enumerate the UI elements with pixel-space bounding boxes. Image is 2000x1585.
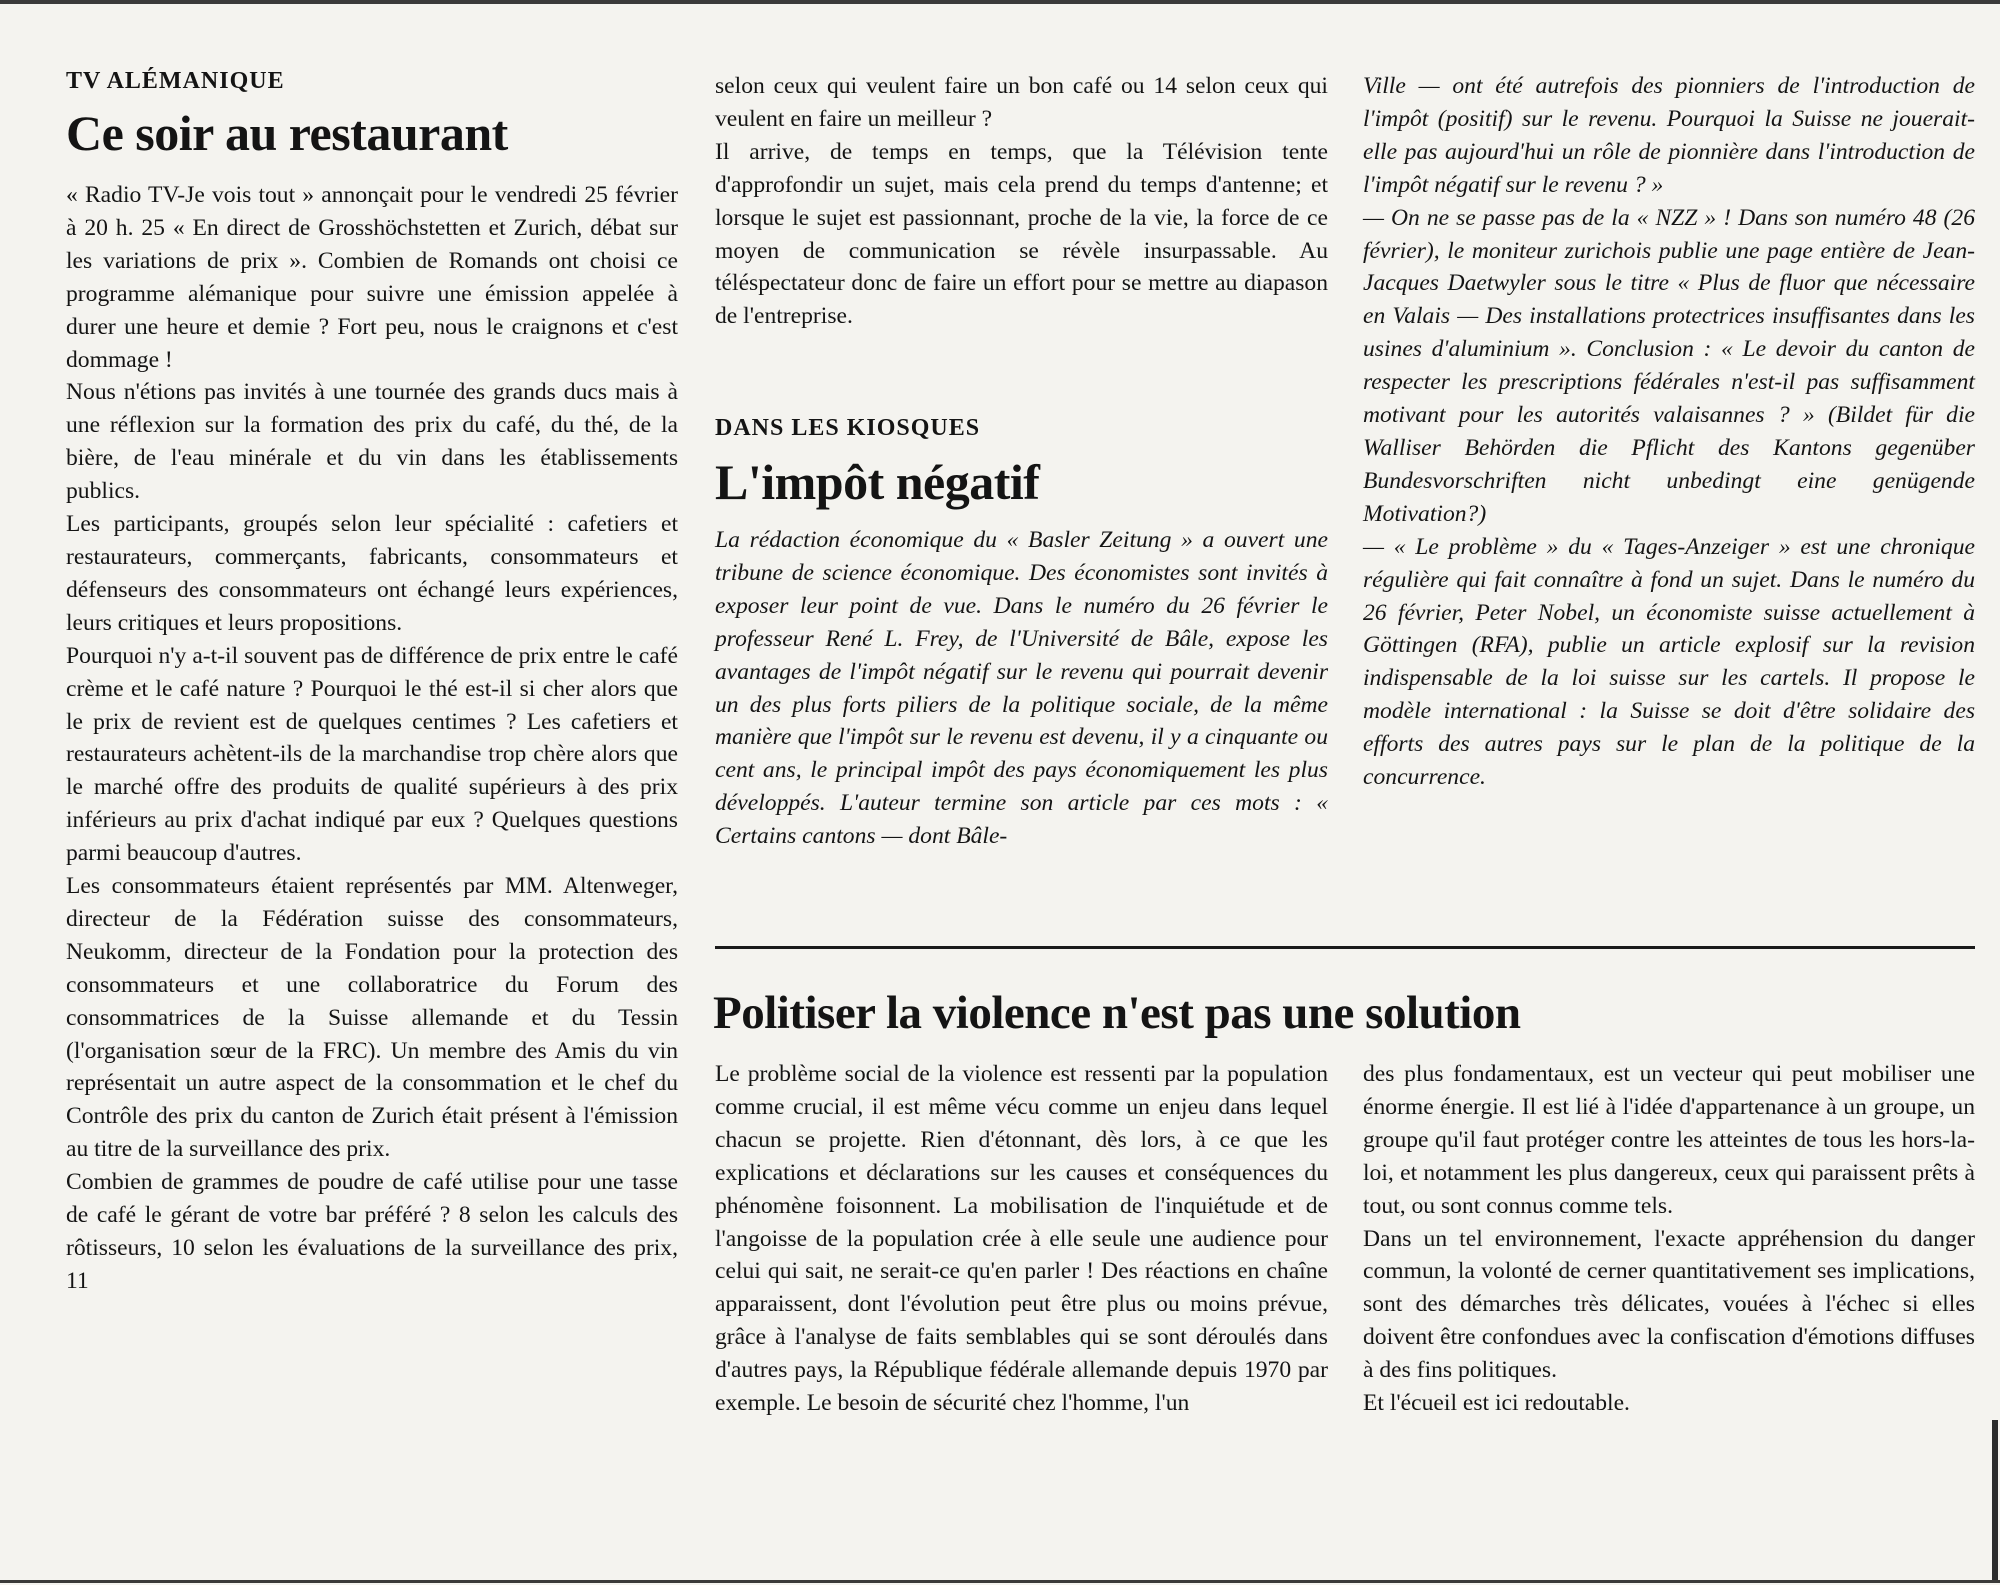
paragraph: Il arrive, de temps en temps, que la Télévision tente d'approfondir un sujet, mais cela prend du temps d'antenne; et lorsque le sujet est passionnant, proche de la vie, la force de ce moyen de communication se révèle insurpassable. Au téléspectateur donc de faire un effort pour se mettre au diapason de l'entreprise. — [715, 138, 1328, 330]
article-title: Politiser la violence n'est pas une solution — [713, 987, 1521, 1039]
paragraph: Nous n'étions pas invités à une tournée des grands ducs mais à une réflexion sur la formation des prix du café, du thé, de la bière, de l'eau minérale et du vin dans les établissements publics. — [66, 379, 678, 505]
paragraph: Le problème social de la violence est ressenti par la population comme crucial, il est même vécu comme un enjeu dans lequel chacun se projette. Rien d'étonnant, dès lors, à ce que les explications et déclarations sur les causes et conséquences du phénomène foisonnent. La mobilisation de l'inquiétude et de l'angoisse de la population crée à elle seule une audience pour celui qui sait, ne serait-ce qu'en parler ! Des réactions en chaîne apparaissent, dont l'évolution peut être plus ou moins prévue, grâce à l'analyse de faits semblables qui se sont déroulés dans d'autres pays, la République fédérale allemande depuis 1970 par exemple. Le besoin de sécurité chez l'homme, l'un — [715, 1061, 1328, 1417]
paragraph: des plus fondamentaux, est un vecteur qui peut mobiliser une énorme énergie. Il est lié à l'idée d'appartenance à un groupe, un groupe qu'il faut protéger contre les atteintes de tous les hors-la-loi, et notamment les plus dangereux, ceux qui paraissent prêts à tout, ou sont connus comme tels. — [1363, 1061, 1975, 1219]
paragraph: « Radio TV-Je vois tout » annonçait pour le vendredi 25 février à 20 h. 25 « En direct de Grosshöchstetten et Zurich, débat sur les variations de prix ». Combien de Romands ont choisi ce programme alémanique pour suivre une émission appelée à durer une heure et demie ? Fort peu, nous le craignons et c'est dommage ! — [66, 182, 678, 373]
paragraph: Les consommateurs étaient représentés par MM. Altenweger, directeur de la Fédération suisse des consommateurs, Neukomm, directeur de la Fondation pour la protection des consommateurs et une collaboratrice du Forum des consommatrices de la Suisse allemande et du Tessin (l'organisation sœur de la FRC). Un membre des Amis du vin représentait un autre aspect de la consommation et le chef du Contrôle des prix du canton de Zurich était présent à l'émission au titre de la surveillance des prix. — [66, 873, 678, 1163]
paragraph: — « Le problème » du « Tages-Anzeiger » est une chronique régulière qui fait connaître à fond un sujet. Dans le numéro du 26 février, Peter Nobel, un économiste suisse actuellement à Göttingen (RFA), publie un article explosif sur la revision indispensable de la loi suisse sur les cartels. Il propose le modèle international : la Suisse se doit d'être solidaire des efforts des autres pays sur le plan de la politique de la concurrence. — [1363, 533, 1975, 791]
article-impot-column-3 — [1363, 70, 1975, 794]
article-kicker: DANS LES KIOSQUES — [715, 415, 981, 441]
section-divider — [715, 946, 1975, 949]
article-body-continued — [1363, 70, 1975, 794]
article-violence-column-3 — [1363, 1058, 1975, 1420]
article-restaurant-column-2 — [715, 70, 1328, 333]
article-body-continued — [715, 70, 1328, 333]
paragraph: Dans un tel environnement, l'exacte appréhension du danger commun, la volonté de cerner quantitativement ses implications, sont des démarches très délicates, vouées à l'échec si elles doivent être confondues avec la confiscation d'émotions diffuses à des fins politiques. — [1363, 1225, 1975, 1384]
article-restaurant-column-1 — [66, 68, 678, 1298]
article-violence-header — [713, 985, 1975, 1041]
article-body — [715, 524, 1328, 853]
paragraph: Et l'écueil est ici redoutable. — [1363, 1390, 1630, 1417]
article-title: L'impôt négatif — [715, 454, 1040, 510]
top-border — [0, 0, 2000, 4]
article-impot-column-2 — [715, 415, 1328, 853]
article-violence-column-2 — [715, 1058, 1328, 1420]
article-body — [715, 1058, 1328, 1420]
paragraph: Ville — ont été autrefois des pionniers de l'introduction de l'impôt (positif) sur le revenu. Pourquoi la Suisse ne jouerait-elle pas aujourd'hui un rôle de pionnière dans l'introduction de l'impôt négatif sur le revenu ? » — [1363, 73, 1975, 198]
article-body-continued — [1363, 1058, 1975, 1420]
bottom-border — [0, 1580, 2000, 1583]
paragraph: selon ceux qui veulent faire un bon café ou 14 selon ceux qui veulent en faire un meilleur ? — [715, 73, 1328, 132]
article-kicker: TV ALÉMANIQUE — [66, 68, 285, 94]
paragraph: — On ne se passe pas de la « NZZ » ! Dans son numéro 48 (26 février), le moniteur zurichois publie une page entière de Jean-Jacques Daetwyler sous le titre « Plus de fluor que nécessaire en Valais — Des installations protectrices insuffisantes dans les usines d'aluminium ». Conclusion : « Le devoir du canton de respecter les prescriptions fédérales n'est-il pas suffisamment motivant pour les autorités valaisannes ? » (Bildet für die Walliser Behörden die Pflicht des Kantons gegenüber Bundesvorschriften nicht unbedingt eine genügende Motivation?) — [1363, 204, 1975, 527]
paragraph: Pourquoi n'y a-t-il souvent pas de différence de prix entre le café crème et le café nature ? Pourquoi le thé est-il si cher alors que le prix de revient est de quelques centimes ? Les cafetiers et restaurateurs achètent-ils de la marchandise trop chère alors que le marché offre des produits de qualité supérieurs à des prix inférieurs au prix d'achat indiqué par eux ? Quelques questions parmi beaucoup d'autres. — [66, 642, 678, 867]
article-body — [66, 179, 678, 1298]
paragraph: Combien de grammes de poudre de café utilise pour une tasse de café le gérant de votre bar préféré ? 8 selon les calculs des rôtisseurs, 10 selon les évaluations de la surveillance des prix, 11 — [66, 1169, 678, 1294]
paragraph: La rédaction économique du « Basler Zeitung » a ouvert une tribune de science économique. Des économistes sont invités à exposer leur point de vue. Dans le numéro du 26 février le professeur René L. Frey, de l'Université de Bâle, expose les avantages de l'impôt négatif sur le revenu qui pourrait devenir un des plus forts piliers de la politique sociale, de la même manière que l'impôt sur le revenu est devenu, il y a cinquante ou cent ans, le principal impôt des pays économiquement les plus développés. L'auteur termine son article par ces mots : « Certains cantons — dont Bâle- — [715, 527, 1328, 850]
page-edge-shadow — [1992, 1420, 1998, 1580]
paragraph: Les participants, groupés selon leur spécialité : cafetiers et restaurateurs, commerçants, fabricants, consommateurs et défenseurs des consommateurs ont échangé leurs expériences, leurs critiques et leurs propositions. — [66, 511, 678, 636]
article-title: Ce soir au restaurant — [66, 105, 508, 161]
